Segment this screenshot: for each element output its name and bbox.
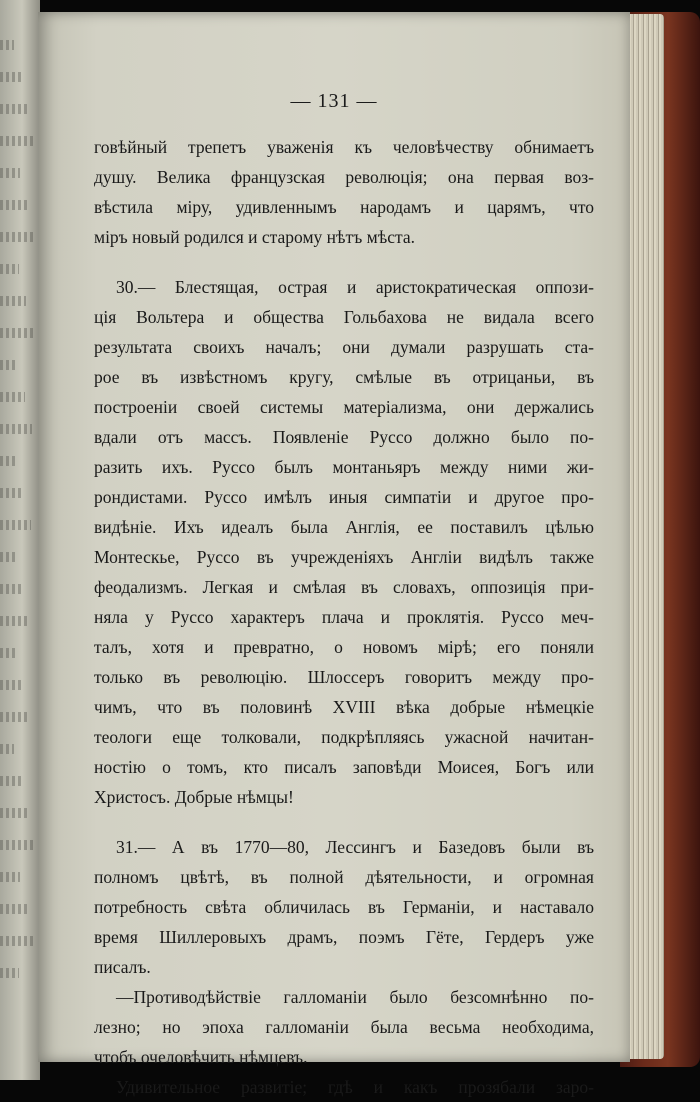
text-line: чимъ, что въ половинѣ XVIII вѣка добрые нѣмецкіе — [94, 697, 594, 717]
text-line: Монтескье, Руссо въ учрежденіяхъ Англіи видѣлъ также — [94, 547, 594, 567]
ghost-text-fragment — [0, 904, 27, 914]
ghost-text-fragment — [0, 808, 28, 818]
ghost-text-fragment — [0, 200, 27, 210]
ghost-text-fragment — [0, 584, 23, 594]
ghost-text-fragment — [0, 424, 32, 434]
text-line: ція Вольтера и общества Гольбахова не видала всего — [94, 307, 594, 327]
text-line: вдали отъ массъ. Появленіе Руссо должно было по- — [94, 427, 594, 447]
text-line: полномъ цвѣтѣ, въ полной дѣятельности, и огромная — [94, 867, 594, 887]
ghost-text-fragment — [0, 72, 21, 82]
text-line: —Противодѣйствіе галломаніи было безсомнѣнно по- — [116, 987, 594, 1007]
text-line: талъ, хотя и превратно, о новомъ мірѣ; его поняли — [94, 637, 594, 657]
text-line: ностію о томъ, кто писалъ заповѣди Моисея, Богъ или — [94, 757, 594, 777]
ghost-text-fragment — [0, 456, 17, 466]
page-edges — [626, 14, 664, 1059]
paragraph — [94, 832, 594, 982]
ghost-text-fragment — [0, 968, 19, 978]
ghost-text-fragment — [0, 392, 25, 402]
ghost-text-fragment — [0, 360, 18, 370]
text-line: время Шиллеровыхъ драмъ, поэмъ Гёте, Гердеръ уже — [94, 927, 594, 947]
text-line: феодализмъ. Легкая и смѣлая въ словахъ, оппозиція при- — [94, 577, 594, 597]
ghost-text-fragment — [0, 680, 22, 690]
ghost-text-fragment — [0, 40, 14, 50]
text-line: вѣстила міру, удивленнымъ народамъ и царямъ, что — [94, 197, 594, 217]
page-number: — 131 — — [290, 90, 378, 112]
text-line: теологи еще толковали, подкрѣпляясь ужасной начитан- — [94, 727, 594, 747]
ghost-text-fragment — [0, 616, 30, 626]
ghost-text-fragment — [0, 136, 35, 146]
paragraph — [94, 272, 594, 812]
ghost-text-fragment — [0, 104, 28, 114]
text-line: Удивительное развитіе; гдѣ и какъ прозябали заро- — [116, 1077, 594, 1097]
ghost-text-fragment — [0, 488, 24, 498]
ghost-text-fragment — [0, 296, 26, 306]
text-line: рондистами. Руссо имѣлъ иныя симпатіи и другое про- — [94, 487, 594, 507]
text-line: лезно; но эпоха галломаніи была весьма необходима, — [94, 1017, 594, 1037]
book-page — [38, 12, 630, 1097]
ghost-text-fragment — [0, 648, 15, 658]
text-line: 31.— А въ 1770—80, Лессингъ и Базедовъ были въ — [116, 837, 594, 857]
ghost-text-fragment — [0, 328, 33, 338]
ghost-text-fragment — [0, 744, 14, 754]
text-line: 30.— Блестящая, острая и аристократическая оппози- — [116, 277, 594, 297]
text-line: няла у Руссо характеръ плача и проклятія. Руссо меч- — [94, 607, 594, 627]
text-line: писалъ. — [94, 957, 151, 977]
text-line: рое въ извѣстномъ кругу, смѣлые въ отрицаньи, въ — [94, 367, 594, 387]
text-line: міръ новый родился и старому нѣтъ мѣста. — [94, 227, 415, 247]
paragraph — [94, 982, 594, 1072]
text-line: только въ революцію. Шлоссеръ говоритъ между про- — [94, 667, 594, 687]
ghost-text-fragment — [0, 520, 31, 530]
ghost-text-fragment — [0, 168, 20, 178]
page-text — [94, 132, 594, 1102]
text-line: видѣніе. Ихъ идеалъ была Англія, ее поставилъ цѣлью — [94, 517, 594, 537]
ghost-text-fragment — [0, 936, 34, 946]
text-line: потребность свѣта обличилась въ Германіи, и наставало — [94, 897, 594, 917]
previous-page-edge — [0, 0, 40, 1080]
ghost-text-fragment — [0, 264, 19, 274]
text-line: разить ихъ. Руссо былъ монтаньяръ между ними жи- — [94, 457, 594, 477]
text-line: построеніи своей системы матеріализма, они держались — [94, 397, 594, 417]
ghost-text-fragment — [0, 776, 21, 786]
ghost-text-fragment — [0, 232, 34, 242]
ghost-text-fragment — [0, 712, 29, 722]
text-line: Христосъ. Добрые нѣмцы! — [94, 787, 294, 807]
text-line: душу. Велика французская революція; она первая воз- — [94, 167, 594, 187]
ghost-text-fragment — [0, 552, 16, 562]
text-line: чтобъ очеловѣчить нѣмцевъ. — [94, 1047, 308, 1067]
text-line: результата своихъ началъ; они думали разрушать ста- — [94, 337, 594, 357]
text-line: говѣйный трепетъ уваженія къ человѣчеству обнимаетъ — [94, 137, 594, 157]
ghost-text-fragment — [0, 872, 20, 882]
paragraph — [94, 1072, 594, 1102]
paragraph — [94, 132, 594, 252]
ghost-text-fragment — [0, 840, 35, 850]
